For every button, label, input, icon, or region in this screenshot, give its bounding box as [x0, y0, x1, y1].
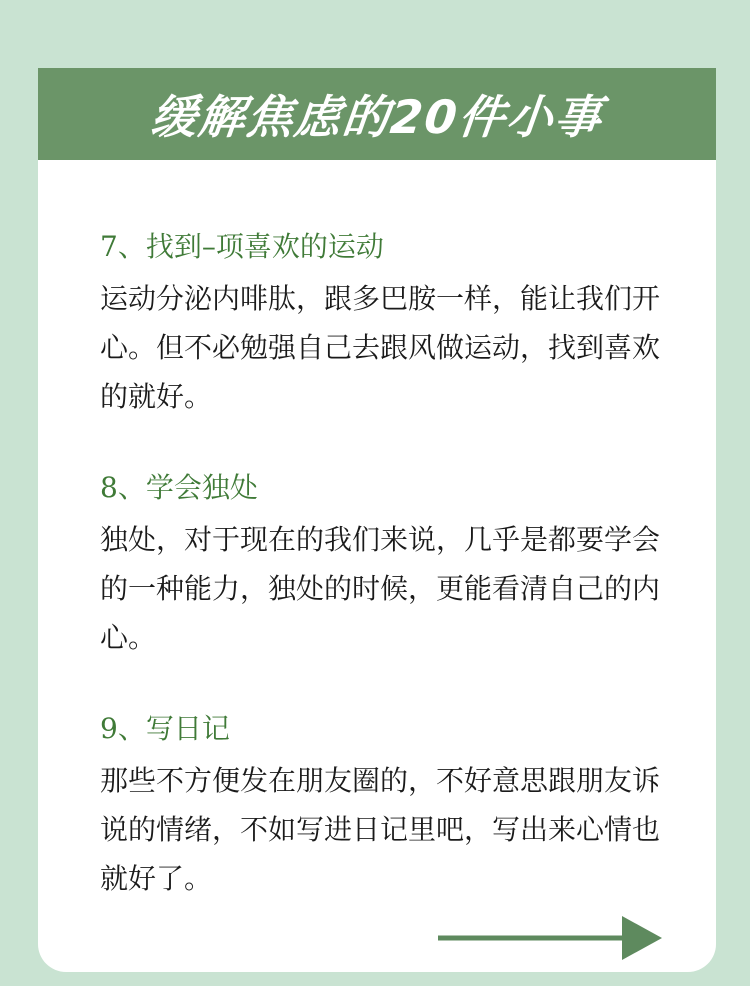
tip-item [100, 708, 670, 903]
tip-body: 那些不方便发在朋友圈的，不好意思跟朋友诉说的情绪，不如写进日记里吧，写出来心情也就好了。 [100, 764, 661, 895]
tip-item [100, 467, 670, 662]
tip-heading: 7、找到–项喜欢的运动 [100, 230, 384, 263]
page-title: 缓解焦虑的20件小事 [147, 90, 606, 144]
content-card [38, 68, 716, 972]
tip-body: 独处，对于现在的我们来说，几乎是都要学会的一种能力，独处的时候，更能看清自己的内心。 [100, 523, 661, 654]
tips-list [100, 226, 670, 949]
tip-item [100, 226, 670, 421]
tip-body: 运动分泌内啡肽，跟多巴胺一样，能让我们开心。但不必勉强自己去跟风做运动，找到喜欢的就好。 [100, 282, 661, 413]
tip-heading: 9、写日记 [100, 712, 230, 745]
arrow-right-icon[interactable] [438, 914, 664, 962]
title-banner [38, 68, 716, 160]
tip-heading: 8、学会独处 [100, 471, 258, 504]
